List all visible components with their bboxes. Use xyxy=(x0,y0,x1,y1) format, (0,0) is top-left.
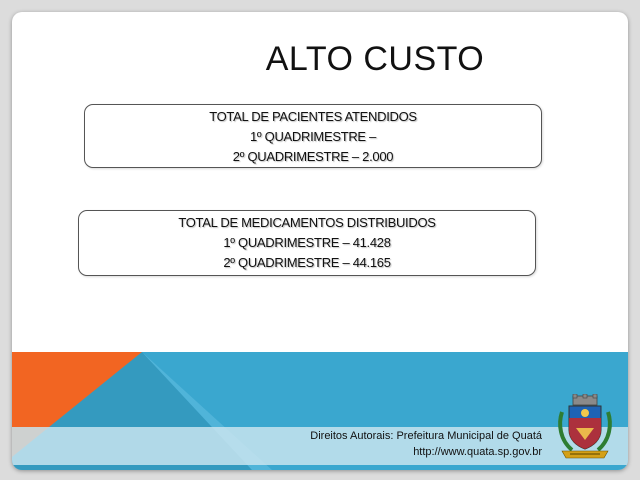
website-link[interactable]: http://www.quata.sp.gov.br xyxy=(413,446,542,458)
patients-q1: 1º QUADRIMESTRE – xyxy=(249,129,377,144)
medications-q1: 1º QUADRIMESTRE – 41.428 xyxy=(223,235,391,250)
medications-box xyxy=(78,210,536,276)
medications-heading: TOTAL DE MEDICAMENTOS DISTRIBUIDOS xyxy=(178,215,436,230)
medications-q2: 2º QUADRIMESTRE – 44.165 xyxy=(223,255,391,270)
patients-q2: 2º QUADRIMESTRE – 2.000 xyxy=(232,149,394,164)
patients-heading: TOTAL DE PACIENTES ATENDIDOS xyxy=(209,109,417,124)
slide xyxy=(12,12,628,470)
slide-title: ALTO CUSTO xyxy=(265,40,485,78)
municipal-coat-of-arms-icon xyxy=(556,394,614,466)
footer-band xyxy=(12,352,628,470)
credits-band xyxy=(12,427,628,465)
copyright-text: Direitos Autorais: Prefeitura Municipal de Quatá xyxy=(310,430,542,442)
patients-box xyxy=(84,104,542,168)
